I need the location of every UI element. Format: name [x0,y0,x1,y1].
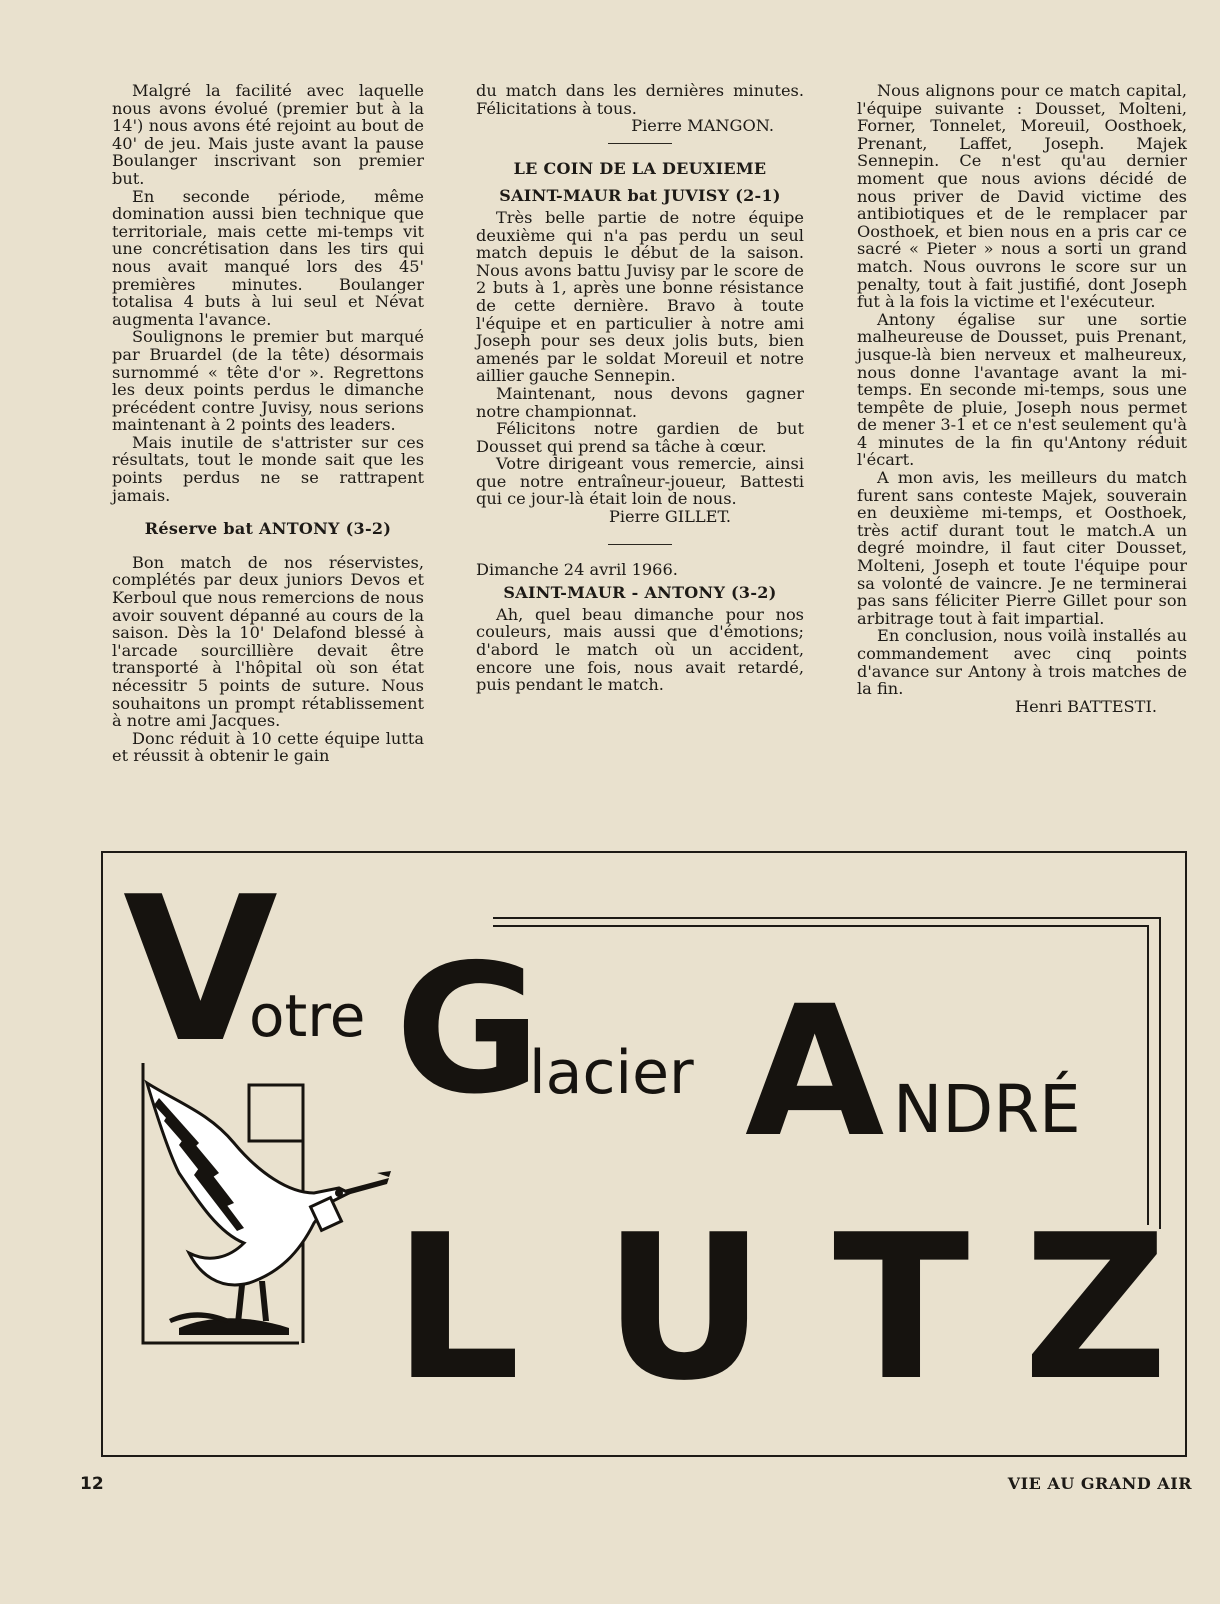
paragraph: Soulignons le premier but marqué par Bruardel (de la tête) désormais surnommé « tête d'or ». Regrettons les deux points perdus le dimanche précédent contre Juvisy, nous serions maintenant à 2 points des leaders. [112,327,424,435]
signature: Henri BATTESTI. [1014,696,1157,716]
ad-letter-g: G [395,926,542,1133]
paragraph: Votre dirigeant vous remercie, ainsi que notre entraîneur-joueur, Battesti qui ce jour-là était loin de nous. [476,454,804,509]
separator-rule [608,544,672,545]
paragraph: du match dans les dernières minutes. Félicitations à tous. [476,81,804,118]
ad-frame-line [493,917,1161,919]
ad-letter-l: L [393,1192,521,1425]
paragraph: Ah, quel beau dimanche pour nos couleurs, mais aussi que d'émotions; d'abord le match où un accident, encore une fois, nous avait retardé, puis pendant le match. [476,604,804,695]
paragraph: Antony égalise sur une sortie malheureuse de Dousset, puis Prenant, jusque-là bien nerveux et malheureux, nous donne l'avantage avant la mi-temps. En seconde mi-temps, sous une tempête de pluie, Joseph nous permet de mener 3-1 et ce n'est seulement qu'à 4 minutes de la fin qu'Antony réduit l'écart. [857,309,1187,470]
ad-frame-line [493,925,1149,927]
ad-word-otre: otre [249,982,366,1050]
bird-icon [139,1053,451,1358]
paragraph: En seconde période, même domination aussi bien technique que territoriale, mais cette mi-temps vit une concrétisation dans les tirs qui nous avait manqué lors des 45' premières minutes. Boulanger totalisa 4 buts à lui seul et Névat augmenta l'avance. [112,186,424,329]
ad-frame-line [1159,917,1161,1229]
ad-letter-t: T [833,1192,970,1425]
paragraph: Malgré la facilité avec laquelle nous avons évolué (premier but à la 14') nous avons été rejoint au bout de 40' de jeu. Mais juste avant la pause Boulanger inscrivant son premier but. [112,81,424,188]
article-column-3 [857,82,1187,715]
ad-frame-line [1147,925,1149,1225]
paragraph: Maintenant, nous devons gagner notre championnat. [476,383,804,421]
magazine-title: VIE AU GRAND AIR [1007,1474,1192,1493]
paragraph: A mon avis, les meilleurs du match furent sans conteste Majek, souverain en deuxième mi-temps, et Oosthoek, très actif durant tout le match.A un degré moindre, il faut citer Dousset, Molteni, Joseph et toute l'équipe pour sa volonté de vaincre. Je ne terminerai pas sans féliciter Pierre Gillet pour son arbitrage tout à fait impartial. [857,468,1187,628]
article-column-1 [112,82,424,765]
glacier-advertisement [101,851,1187,1457]
ad-letter-z: Z [1023,1192,1169,1425]
section-heading: LE COIN DE LA DEUXIEME [513,158,767,178]
paragraph: Bon match de nos réservistes, complétés par deux juniors Devos et Kerboul que nous remercions de nous avoir souvent dépanné au cours de la saison. Dès la 10' Delafond blessé à l'arcade sourcillière devait être transporté à l'hôpital où son état nécessitr 5 points de suture. Nous souhaitons un prompt rétablissement à notre ami Jacques. [112,552,424,731]
ad-word-lacier: lacier [529,1038,694,1108]
section-heading: Réserve bat ANTONY (3-2) [144,519,392,539]
ad-letter-u: U [603,1192,766,1425]
signature: Pierre MANGON. [631,116,774,136]
signature: Pierre GILLET. [608,507,732,527]
paragraph: Nous alignons pour ce match capital, l'équipe suivante : Dousset, Molteni, Forner, Tonnelet, Moreuil, Oosthoek, Prenant, Laffet, Joseph. Majek Sennepin. Ce n'est qu'au dernier moment que nous avions décidé de nous priver de David victime des antibiotiques et de le remplacer par Oosthoek, et bien nous en a pris car ce sacré « Pieter » nous a sorti un grand match. Nous ouvrons le score sur un penalty, tout à fait justifié, dont Joseph fut à la fois la victime et l'exécuteur. [857,81,1187,312]
section-heading: SAINT-MAUR - ANTONY (3-2) [503,583,777,603]
ad-word-ndre: NDRÉ [893,1071,1081,1148]
paragraph: Donc réduit à 10 cette équipe lutta et réussit à obtenir le gain [112,728,424,766]
ad-letter-a: A [745,968,885,1177]
article-column-2 [476,82,804,694]
section-heading: SAINT-MAUR bat JUVISY (2-1) [499,186,781,206]
date-line: Dimanche 24 avril 1966. [476,559,678,579]
paragraph: Mais inutile de s'attrister sur ces résultats, tout le monde sait que les points perdus ne se rattrapent jamais. [112,432,424,505]
paragraph: Très belle partie de notre équipe deuxième qui n'a pas perdu un seul match depuis le début de la saison. Nous avons battu Juvisy par le score de 2 buts à 1, après une bonne résistance de cette dernière. Bravo à toute l'équipe et en particulier à notre ami Joseph pour ses deux jolis buts, bien amenés par le soldat Moreuil et notre aillier gauche Sennepin. [476,207,804,386]
ad-letter-v: V [123,854,278,1087]
page-number: 12 [80,1474,104,1494]
paragraph: Félicitons notre gardien de but Dousset qui prend sa tâche à cœur. [476,419,804,456]
separator-rule [608,143,672,144]
paragraph: En conclusion, nous voilà installés au commandement avec cinq points d'avance sur Antony à trois matches de la fin. [857,626,1187,699]
